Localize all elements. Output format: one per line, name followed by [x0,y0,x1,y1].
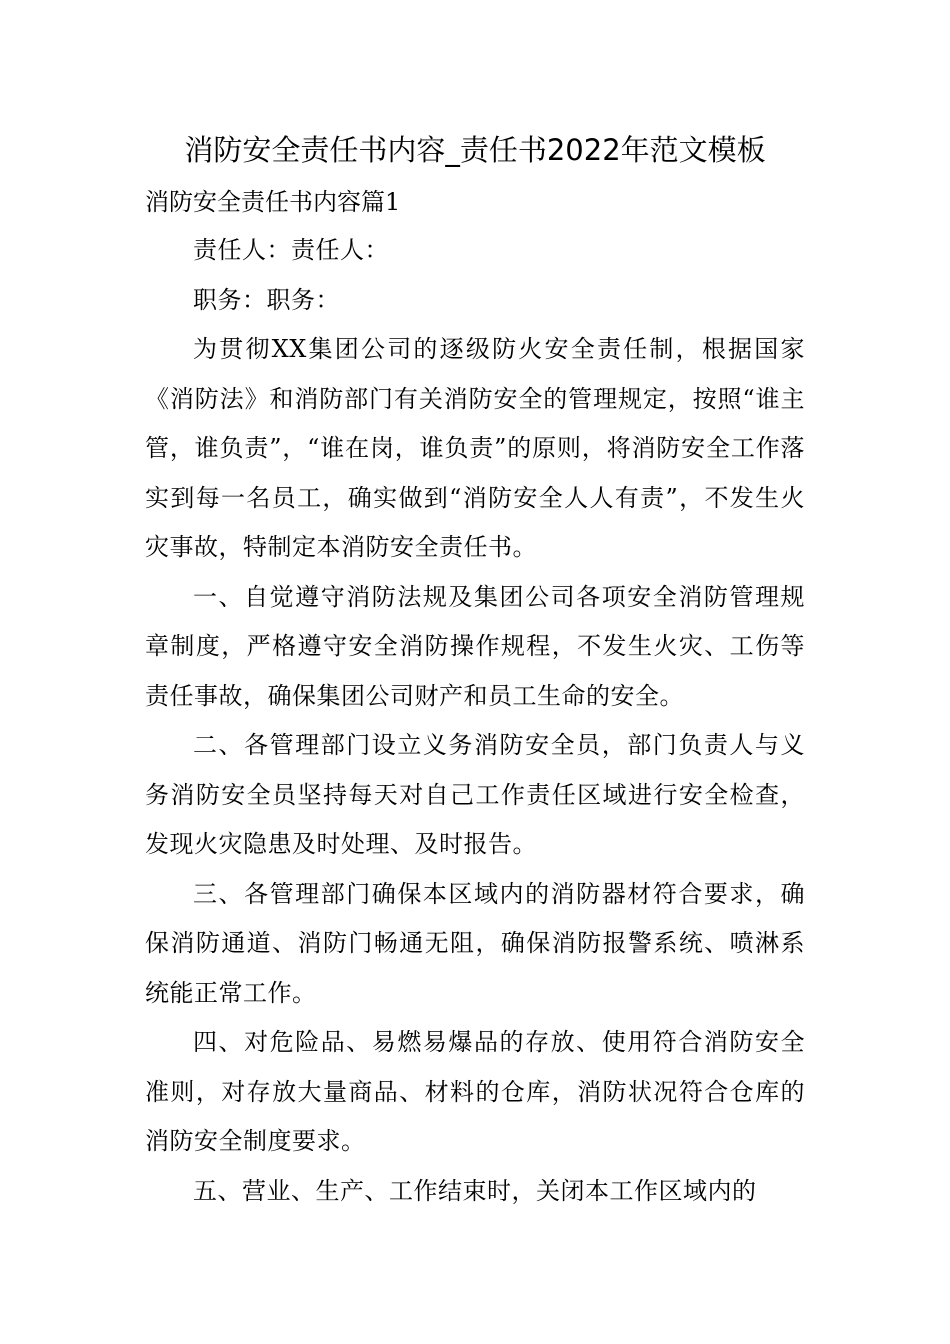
clause-2-paragraph: 二、各管理部门设立义务消防安全员，部门负责人与义务消防安全员坚持每天对自己工作责任区域进行安全检查，发现火灾隐患及时处理、及时报告。 [145,731,805,858]
document-body [145,178,805,1216]
responsible-person-line: 责任人：责任人： [193,236,389,264]
clause-5-paragraph: 五、营业、生产、工作结束时，关闭本工作区域内的 [193,1176,757,1205]
clause-4-paragraph: 四、对危险品、易燃易爆品的存放、使用符合消防安全准则，对存放大量商品、材料的仓库，消防状况符合仓库的消防安全制度要求。 [145,1028,805,1155]
position-line: 职务：职务： [193,285,340,314]
section-heading: 消防安全责任书内容篇1 [145,188,401,216]
clause-3-paragraph: 三、各管理部门确保本区域内的消防器材符合要求，确保消防通道、消防门畅通无阻，确保消防报警系统、喷淋系统能正常工作。 [145,879,805,1007]
document-title: 消防安全责任书内容_责任书2022年范文模板 [184,133,766,167]
intro-paragraph: 为贯彻XX集团公司的逐级防火安全责任制，根据国家《消防法》和消防部门有关消防安全的管理规定，按照“谁主管，谁负责”，“谁在岗，谁负责”的原则，将消防安全工作落实到每一名员工，确实做到“消防安全人人有责”，不发生火灾事故，特制定本消防安全责任书。 [145,335,805,561]
clause-1-paragraph: 一、自觉遵守消防法规及集团公司各项安全消防管理规章制度，严格遵守安全消防操作规程，不发生火灾、工伤等责任事故，确保集团公司财产和员工生命的安全。 [145,582,805,710]
